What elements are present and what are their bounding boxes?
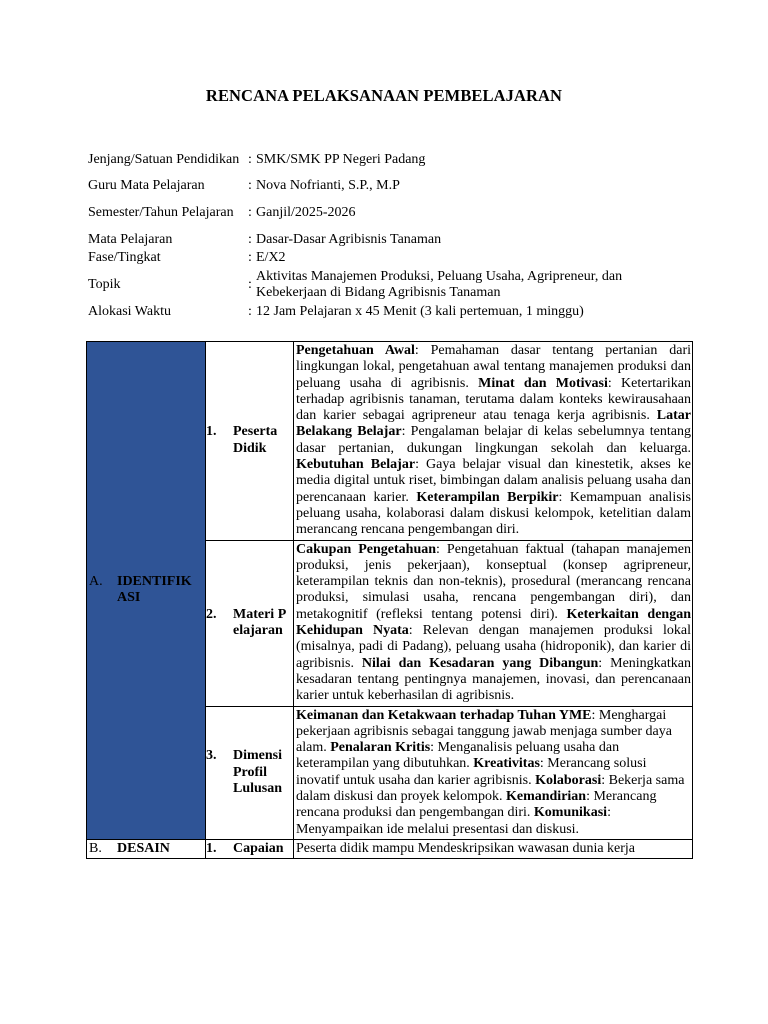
row-label-cell <box>206 706 294 839</box>
info-colon: : <box>248 276 252 292</box>
desc-text: : Relevan dengan manajemen produksi lokal (misalnya, padi di Padang), peluang usaha (hidroponik), dan karier di agribisnis. <box>296 623 691 671</box>
desc-bold: Latar Belakang Belajar <box>296 408 691 440</box>
desc-text: : Ketertarikan terhadap agribisnis tanaman, terutama dalam konteks kewirausahaan dan karier sebagai agripreneur atau tenaga kerja agribisnis. <box>296 375 691 424</box>
info-colon: : <box>248 204 252 220</box>
desc-text: : Pengalaman belajar di kelas sebelumnya tentang dasar pertanian, dukungan lingkungan sekolah dan keluarga. <box>296 424 691 456</box>
desc-text: : Merancang rencana produksi dan pengembangan diri. <box>296 789 657 821</box>
desc-bold: Nilai dan Kesadaran yang Dibangun <box>361 655 599 671</box>
row-label: Dimensi Profil Lulusan <box>233 748 283 796</box>
desc-text: : Gaya belajar visual dan kinestetik, akses ke media digital untuk riset, bimbingan dalam analisis peluang usaha dan perencanaan karier. <box>296 457 692 505</box>
info-row <box>88 143 688 177</box>
row-description <box>294 540 693 706</box>
info-row <box>88 303 688 322</box>
row-label: Peserta Didik <box>233 424 278 456</box>
row-label-cell <box>206 839 294 858</box>
row-label-cell <box>206 540 294 706</box>
info-table <box>88 143 688 322</box>
desc-bold: Komunikasi <box>533 805 608 821</box>
section-a-cell <box>87 342 206 840</box>
info-label: Topik <box>88 276 121 292</box>
info-value: Ganjil/2025-2026 <box>256 204 356 220</box>
info-value: Nova Nofrianti, S.P., M.P <box>256 177 400 193</box>
row-label-cell <box>206 342 294 541</box>
desc-text: : Menghargai pekerjaan agribisnis sebagai tanggung jawab menjaga sumber daya alam. <box>296 707 672 756</box>
info-row <box>88 195 688 231</box>
desc-bold: Penalaran Kritis <box>330 740 431 756</box>
info-colon: : <box>248 249 252 265</box>
row-label: Materi Pelajaran <box>233 606 287 639</box>
desc-bold: Kebutuhan Belajar <box>296 457 416 473</box>
section-a-label: IDENTIFIKASI <box>117 574 192 606</box>
section-b-label: DESAIN <box>117 840 170 856</box>
info-colon: : <box>248 304 252 320</box>
desc-bold: Keterampilan Berpikir <box>416 489 559 505</box>
info-row <box>88 231 688 249</box>
desc-bold: Minat dan Motivasi <box>478 375 608 391</box>
desc-bold: Pengetahuan Awal <box>296 343 415 358</box>
desc-bold: Cakupan Pengetahuan <box>296 541 437 557</box>
row-description: Peserta didik mampu Mendeskripsikan wawasan dunia kerja <box>294 839 693 858</box>
desc-text: : Kemampuan analisis peluang usaha, kolaborasi dalam diskusi kelompok, ketelitian dalam merancang rencana pengembangan diri. <box>296 489 691 538</box>
section-a-number: A. <box>89 574 103 590</box>
row-number: 2. <box>206 606 217 622</box>
info-label: Alokasi Waktu <box>88 304 171 320</box>
rpp-table <box>86 341 693 859</box>
row-number: 3. <box>206 748 217 764</box>
row-label: Capaian <box>233 840 284 856</box>
section-b-cell <box>87 839 206 858</box>
section-b-number: B. <box>89 840 102 856</box>
info-label: Jenjang/Satuan Pendidikan <box>88 151 240 167</box>
info-row <box>88 177 688 195</box>
info-value: 12 Jam Pelajaran x 45 Menit (3 kali pertemuan, 1 minggu) <box>256 304 584 320</box>
info-value: SMK/SMK PP Negeri Padang <box>256 151 426 167</box>
info-colon: : <box>248 231 252 247</box>
info-row <box>88 249 688 267</box>
info-value: Dasar-Dasar Agribisnis Tanaman <box>256 231 442 247</box>
desc-text: : Bekerja sama dalam diskusi dan proyek kelompok. <box>296 772 685 805</box>
info-row <box>88 267 688 303</box>
info-value: Aktivitas Manajemen Produksi, Peluang Usaha, Agripreneur, dan Kebekerjaan di Bidang Agribisnis Tanaman <box>256 268 623 300</box>
table-row <box>87 839 693 858</box>
desc-bold: Keterkaitan dengan Kehidupan Nyata <box>296 606 692 639</box>
table-row <box>87 342 693 541</box>
info-colon: : <box>248 151 252 167</box>
desc-text: : Pemahaman dasar tentang pertanian dari lingkungan lokal, pengetahuan awal tentang manajemen produksi dan peluang usaha di agribisnis. <box>296 343 691 391</box>
row-number: 1. <box>206 840 217 856</box>
info-label: Semester/Tahun Pelajaran <box>88 204 234 220</box>
info-label: Guru Mata Pelajaran <box>88 177 205 193</box>
info-value: E/X2 <box>256 249 286 265</box>
desc-bold: Keimanan dan Ketakwaan terhadap Tuhan YME <box>296 707 592 723</box>
desc-text: : Merancang solusi inovatif untuk usaha dan karier agribisnis. <box>296 756 647 788</box>
desc-bold: Kreativitas <box>473 756 540 772</box>
row-description <box>294 342 693 541</box>
document-title: RENCANA PELAKSANAAN PEMBELAJARAN <box>205 86 563 105</box>
info-label: Mata Pelajaran <box>88 231 173 247</box>
desc-bold: Kolaborasi <box>535 772 602 788</box>
info-label: Fase/Tingkat <box>88 249 161 265</box>
desc-text: : Menyampaikan ide melalui presentasi dan diskusi. <box>296 805 611 837</box>
row-description <box>294 706 693 839</box>
desc-bold: Kemandirian <box>505 789 587 805</box>
desc-text: : Meningkatkan kesadaran tentang pentingnya manajemen, inovasi, dan perencanaan karier untuk keberhasilan di agribisnis. <box>296 655 691 704</box>
desc-text: : Menganalisis peluang usaha dan keterampilan yang dibutuhkan. <box>296 740 620 772</box>
row-number: 1. <box>206 424 217 440</box>
info-colon: : <box>248 177 252 193</box>
desc-text: : Pengetahuan faktual (tahapan manajemen produksi, jenis pekerjaan), konseptual (konsep agripreneur, keterampilan teknis dan non-teknis), prosedural (merancang rencana produksi, simulasi usaha, rencana pengembangan diri), dan metakognitif (refleksi tentang potensi diri). <box>296 541 691 622</box>
